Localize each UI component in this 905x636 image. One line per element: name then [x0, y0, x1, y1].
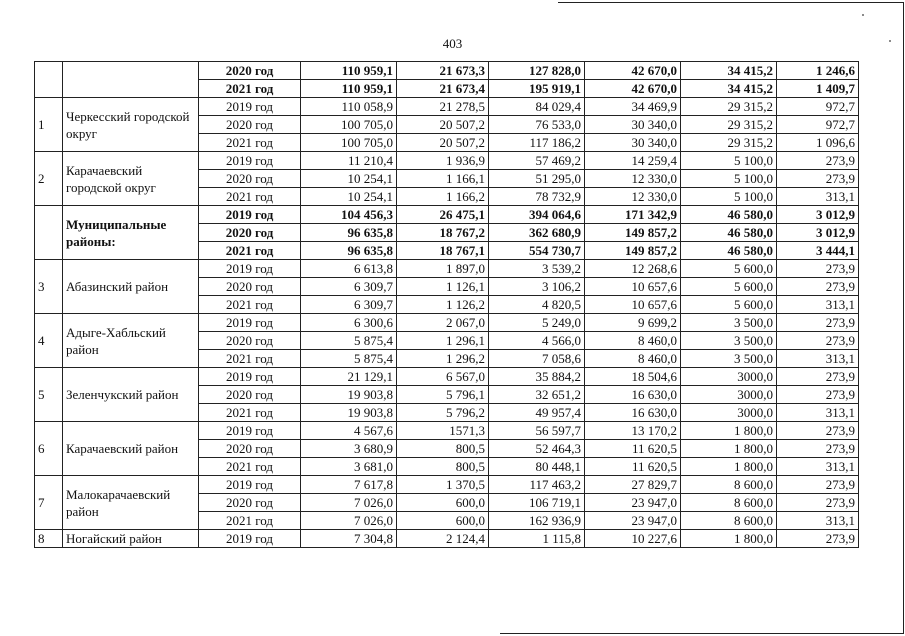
value-cell: 30 340,0	[585, 116, 681, 134]
table-row	[35, 368, 859, 386]
year-cell: 2019 год	[199, 98, 301, 116]
value-cell: 5 875,4	[301, 332, 397, 350]
value-cell: 30 340,0	[585, 134, 681, 152]
value-cell: 57 469,2	[489, 152, 585, 170]
value-cell: 600,0	[397, 512, 489, 530]
value-cell: 4 567,6	[301, 422, 397, 440]
value-cell: 21 129,1	[301, 368, 397, 386]
value-cell: 1 800,0	[681, 422, 777, 440]
value-cell: 313,1	[777, 350, 859, 368]
value-cell: 3000,0	[681, 386, 777, 404]
municipality-name-cell: Черкесский городской округ	[63, 98, 199, 152]
year-cell: 2019 год	[199, 368, 301, 386]
value-cell: 8 600,0	[681, 512, 777, 530]
row-number-cell: 5	[35, 368, 63, 422]
value-cell: 29 315,2	[681, 116, 777, 134]
value-cell: 1 936,9	[397, 152, 489, 170]
value-cell: 6 567,0	[397, 368, 489, 386]
table-row	[35, 314, 859, 332]
value-cell: 10 657,6	[585, 296, 681, 314]
value-cell: 1571,3	[397, 422, 489, 440]
year-cell: 2020 год	[199, 278, 301, 296]
table-row	[35, 206, 859, 224]
value-cell: 273,9	[777, 476, 859, 494]
value-cell: 16 630,0	[585, 404, 681, 422]
value-cell: 110 959,1	[301, 80, 397, 98]
value-cell: 104 456,3	[301, 206, 397, 224]
municipality-name-cell: Малокарачаевский район	[63, 476, 199, 530]
value-cell: 7 058,6	[489, 350, 585, 368]
value-cell: 3 500,0	[681, 350, 777, 368]
value-cell: 273,9	[777, 332, 859, 350]
value-cell: 3 012,9	[777, 206, 859, 224]
value-cell: 313,1	[777, 188, 859, 206]
value-cell: 7 617,8	[301, 476, 397, 494]
value-cell: 42 670,0	[585, 62, 681, 80]
value-cell: 195 919,1	[489, 80, 585, 98]
value-cell: 4 820,5	[489, 296, 585, 314]
value-cell: 7 304,8	[301, 530, 397, 548]
value-cell: 149 857,2	[585, 224, 681, 242]
table-row	[35, 98, 859, 116]
value-cell: 362 680,9	[489, 224, 585, 242]
value-cell: 5 100,0	[681, 170, 777, 188]
value-cell: 1 166,2	[397, 188, 489, 206]
value-cell: 5 600,0	[681, 296, 777, 314]
value-cell: 6 300,6	[301, 314, 397, 332]
year-cell: 2021 год	[199, 188, 301, 206]
value-cell: 3 012,9	[777, 224, 859, 242]
value-cell: 1 370,5	[397, 476, 489, 494]
value-cell: 19 903,8	[301, 386, 397, 404]
value-cell: 7 026,0	[301, 494, 397, 512]
municipality-name-cell: Муниципальные районы:	[63, 206, 199, 260]
value-cell: 972,7	[777, 98, 859, 116]
value-cell: 34 469,9	[585, 98, 681, 116]
value-cell: 273,9	[777, 386, 859, 404]
scan-frame-right	[903, 2, 904, 634]
year-cell: 2021 год	[199, 350, 301, 368]
table-row	[35, 422, 859, 440]
value-cell: 19 903,8	[301, 404, 397, 422]
value-cell: 12 330,0	[585, 188, 681, 206]
page-number: 403	[442, 36, 463, 51]
value-cell: 18 767,1	[397, 242, 489, 260]
year-cell: 2021 год	[199, 404, 301, 422]
value-cell: 3000,0	[681, 368, 777, 386]
value-cell: 42 670,0	[585, 80, 681, 98]
value-cell: 117 186,2	[489, 134, 585, 152]
table-row	[35, 152, 859, 170]
value-cell: 1 126,2	[397, 296, 489, 314]
value-cell: 110 058,9	[301, 98, 397, 116]
value-cell: 1 296,2	[397, 350, 489, 368]
value-cell: 3 106,2	[489, 278, 585, 296]
value-cell: 80 448,1	[489, 458, 585, 476]
value-cell: 273,9	[777, 170, 859, 188]
value-cell: 27 829,7	[585, 476, 681, 494]
value-cell: 6 613,8	[301, 260, 397, 278]
value-cell: 21 673,4	[397, 80, 489, 98]
value-cell: 1 409,7	[777, 80, 859, 98]
row-number-cell: 2	[35, 152, 63, 206]
value-cell: 1 126,1	[397, 278, 489, 296]
table-row	[35, 530, 859, 548]
row-number-cell: 7	[35, 476, 63, 530]
value-cell: 273,9	[777, 152, 859, 170]
value-cell: 10 254,1	[301, 188, 397, 206]
value-cell: 554 730,7	[489, 242, 585, 260]
value-cell: 5 600,0	[681, 260, 777, 278]
value-cell: 8 460,0	[585, 332, 681, 350]
value-cell: 4 566,0	[489, 332, 585, 350]
value-cell: 34 415,2	[681, 80, 777, 98]
municipality-name-cell: Зеленчукский район	[63, 368, 199, 422]
value-cell: 394 064,6	[489, 206, 585, 224]
value-cell: 78 732,9	[489, 188, 585, 206]
row-number-cell: 4	[35, 314, 63, 368]
table-row	[35, 476, 859, 494]
value-cell: 11 210,4	[301, 152, 397, 170]
row-number-cell: 1	[35, 98, 63, 152]
value-cell: 1 800,0	[681, 440, 777, 458]
value-cell: 10 657,6	[585, 278, 681, 296]
year-cell: 2019 год	[199, 152, 301, 170]
row-number-cell	[35, 62, 63, 98]
year-cell: 2020 год	[199, 386, 301, 404]
value-cell: 313,1	[777, 512, 859, 530]
budget-table	[34, 61, 859, 548]
municipality-name-cell: Адыге-Хабльский район	[63, 314, 199, 368]
value-cell: 32 651,2	[489, 386, 585, 404]
year-cell: 2020 год	[199, 332, 301, 350]
year-cell: 2020 год	[199, 440, 301, 458]
value-cell: 3 444,1	[777, 242, 859, 260]
year-cell: 2019 год	[199, 422, 301, 440]
value-cell: 1 096,6	[777, 134, 859, 152]
row-number-cell: 6	[35, 422, 63, 476]
value-cell: 1 800,0	[681, 530, 777, 548]
value-cell: 972,7	[777, 116, 859, 134]
value-cell: 273,9	[777, 260, 859, 278]
value-cell: 10 227,6	[585, 530, 681, 548]
value-cell: 21 673,3	[397, 62, 489, 80]
value-cell: 84 029,4	[489, 98, 585, 116]
value-cell: 3 681,0	[301, 458, 397, 476]
value-cell: 1 897,0	[397, 260, 489, 278]
value-cell: 149 857,2	[585, 242, 681, 260]
row-number-cell: 8	[35, 530, 63, 548]
value-cell: 273,9	[777, 530, 859, 548]
value-cell: 2 124,4	[397, 530, 489, 548]
value-cell: 273,9	[777, 278, 859, 296]
value-cell: 117 463,2	[489, 476, 585, 494]
value-cell: 18 767,2	[397, 224, 489, 242]
value-cell: 800,5	[397, 458, 489, 476]
value-cell: 21 278,5	[397, 98, 489, 116]
year-cell: 2021 год	[199, 134, 301, 152]
value-cell: 8 600,0	[681, 476, 777, 494]
value-cell: 52 464,3	[489, 440, 585, 458]
municipality-name-cell: Абазинский район	[63, 260, 199, 314]
year-cell: 2019 год	[199, 206, 301, 224]
municipality-name-cell	[63, 62, 199, 98]
value-cell: 5 100,0	[681, 152, 777, 170]
municipality-name-cell: Карачаевский городской округ	[63, 152, 199, 206]
value-cell: 800,5	[397, 440, 489, 458]
table-row	[35, 62, 859, 80]
value-cell: 313,1	[777, 404, 859, 422]
value-cell: 5 875,4	[301, 350, 397, 368]
value-cell: 3000,0	[681, 404, 777, 422]
value-cell: 273,9	[777, 440, 859, 458]
year-cell: 2021 год	[199, 242, 301, 260]
value-cell: 600,0	[397, 494, 489, 512]
year-cell: 2021 год	[199, 458, 301, 476]
year-cell: 2021 год	[199, 80, 301, 98]
year-cell: 2021 год	[199, 296, 301, 314]
value-cell: 96 635,8	[301, 224, 397, 242]
value-cell: 100 705,0	[301, 134, 397, 152]
value-cell: 51 295,0	[489, 170, 585, 188]
year-cell: 2020 год	[199, 170, 301, 188]
value-cell: 127 828,0	[489, 62, 585, 80]
scan-frame-bottom	[500, 633, 904, 634]
value-cell: 1 296,1	[397, 332, 489, 350]
value-cell: 20 507,2	[397, 134, 489, 152]
value-cell: 8 460,0	[585, 350, 681, 368]
value-cell: 1 246,6	[777, 62, 859, 80]
value-cell: 11 620,5	[585, 440, 681, 458]
value-cell: 5 600,0	[681, 278, 777, 296]
value-cell: 34 415,2	[681, 62, 777, 80]
value-cell: 6 309,7	[301, 278, 397, 296]
value-cell: 3 500,0	[681, 314, 777, 332]
value-cell: 7 026,0	[301, 512, 397, 530]
value-cell: 8 600,0	[681, 494, 777, 512]
value-cell: 6 309,7	[301, 296, 397, 314]
value-cell: 20 507,2	[397, 116, 489, 134]
value-cell: 5 796,1	[397, 386, 489, 404]
value-cell: 100 705,0	[301, 116, 397, 134]
value-cell: 9 699,2	[585, 314, 681, 332]
value-cell: 3 680,9	[301, 440, 397, 458]
municipality-name-cell: Карачаевский район	[63, 422, 199, 476]
value-cell: 35 884,2	[489, 368, 585, 386]
value-cell: 5 249,0	[489, 314, 585, 332]
year-cell: 2020 год	[199, 62, 301, 80]
value-cell: 106 719,1	[489, 494, 585, 512]
value-cell: 12 330,0	[585, 170, 681, 188]
value-cell: 29 315,2	[681, 134, 777, 152]
value-cell: 29 315,2	[681, 98, 777, 116]
value-cell: 76 533,0	[489, 116, 585, 134]
value-cell: 46 580,0	[681, 206, 777, 224]
value-cell: 46 580,0	[681, 224, 777, 242]
value-cell: 3 500,0	[681, 332, 777, 350]
value-cell: 14 259,4	[585, 152, 681, 170]
scan-frame-top	[558, 2, 904, 3]
value-cell: 23 947,0	[585, 512, 681, 530]
value-cell: 273,9	[777, 368, 859, 386]
value-cell: 26 475,1	[397, 206, 489, 224]
value-cell: 3 539,2	[489, 260, 585, 278]
year-cell: 2019 год	[199, 314, 301, 332]
value-cell: 313,1	[777, 458, 859, 476]
value-cell: 1 800,0	[681, 458, 777, 476]
value-cell: 13 170,2	[585, 422, 681, 440]
value-cell: 171 342,9	[585, 206, 681, 224]
year-cell: 2021 год	[199, 512, 301, 530]
value-cell: 10 254,1	[301, 170, 397, 188]
value-cell: 5 100,0	[681, 188, 777, 206]
value-cell: 49 957,4	[489, 404, 585, 422]
value-cell: 5 796,2	[397, 404, 489, 422]
value-cell: 313,1	[777, 296, 859, 314]
value-cell: 16 630,0	[585, 386, 681, 404]
value-cell: 11 620,5	[585, 458, 681, 476]
year-cell: 2019 год	[199, 530, 301, 548]
value-cell: 46 580,0	[681, 242, 777, 260]
year-cell: 2020 год	[199, 494, 301, 512]
value-cell: 56 597,7	[489, 422, 585, 440]
value-cell: 2 067,0	[397, 314, 489, 332]
value-cell: 273,9	[777, 314, 859, 332]
value-cell: 110 959,1	[301, 62, 397, 80]
year-cell: 2019 год	[199, 260, 301, 278]
value-cell: 162 936,9	[489, 512, 585, 530]
value-cell: 12 268,6	[585, 260, 681, 278]
value-cell: 96 635,8	[301, 242, 397, 260]
row-number-cell	[35, 206, 63, 260]
value-cell: 273,9	[777, 494, 859, 512]
year-cell: 2020 год	[199, 224, 301, 242]
value-cell: 273,9	[777, 422, 859, 440]
value-cell: 23 947,0	[585, 494, 681, 512]
row-number-cell: 3	[35, 260, 63, 314]
table-row	[35, 260, 859, 278]
year-cell: 2020 год	[199, 116, 301, 134]
scan-speck	[862, 14, 864, 16]
value-cell: 18 504,6	[585, 368, 681, 386]
municipality-name-cell: Ногайский район	[63, 530, 199, 548]
year-cell: 2019 год	[199, 476, 301, 494]
value-cell: 1 115,8	[489, 530, 585, 548]
value-cell: 1 166,1	[397, 170, 489, 188]
